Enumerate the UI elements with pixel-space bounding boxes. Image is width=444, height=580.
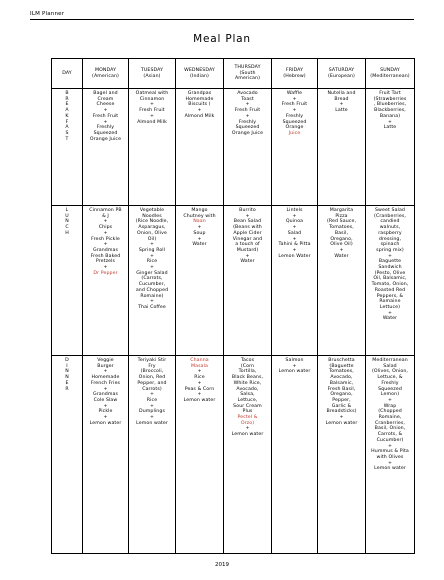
breakfast-sunday: Fruit Tart (Strawberries , Blueberries, Blackberries, Banana) + Latte (366, 89, 415, 206)
lunch-wednesday (176, 206, 224, 356)
dinner-thursday-text: Tacos (Corn Tortilla, Black Beans, White Rice, Avocado, Salsa, Lettuce, Sour Cream Plus (231, 358, 264, 415)
lunch-wednesday-text: Mango Chutney with (183, 208, 216, 219)
lunch-wednesday-highlight: Naan (193, 219, 206, 225)
lunch-monday-text: Cinnamon PB & J + Chips + Fresh Pickle + Grandmas Fresh Baked Pretzels + (89, 208, 122, 271)
col-header-thursday: THURSDAY (South American) (224, 59, 272, 89)
breakfast-friday-text: Waffle + Fresh Fruit + Freshly Squeezed Orange (281, 91, 308, 131)
breakfast-row (52, 89, 415, 206)
dinner-tuesday: Teriyaki Stir Fry (Broccoli, Onion, Red Pepper, and Carrots) + Rice + Dumplings + Lemon water (129, 356, 176, 554)
col-header-monday: MONDAY (American) (83, 59, 129, 89)
dinner-wednesday-highlight: Channa Masala (190, 358, 209, 369)
dinner-monday: Veggie Burger + Homemade French Fries + Grandmas Cole Slaw + Pickle + Lemon water (83, 356, 129, 554)
dinner-sunday: Mediterranean Salad (Olives, Onion, Lettuce, & Freshly Squeezed Lemon) + Wrap (Chopped Romaine, Cranberries, Basil, Onion, Carrots, & Cucumber) + Hummus & Pita with Olives + Lemon water (366, 356, 415, 554)
breakfast-wednesday: Grandpas Homemade Biscuits ( + Almond Milk (176, 89, 224, 206)
dinner-wednesday (176, 356, 224, 554)
table-header-row (52, 59, 415, 89)
row-label-lunch: L U N C H (52, 206, 83, 356)
lunch-tuesday: Vegetable Noodles (Rice Noodle, Asparagus, Onion, Olive Oil) + Spring Roll + Rice + Ginger Salad (Carrots, Cucumber, and Chopped Romaine) + Thai Coffee (129, 206, 176, 356)
planner-header: ILM Planner (30, 11, 65, 17)
dinner-row (52, 356, 415, 554)
col-header-saturday: SATURDAY (European) (318, 59, 366, 89)
breakfast-friday (272, 89, 318, 206)
page-title: Meal Plan (193, 33, 251, 45)
breakfast-saturday: Nutella and Bread + Latte (318, 89, 366, 206)
meal-plan-table (51, 58, 415, 554)
lunch-monday (83, 206, 129, 356)
lunch-row (52, 206, 415, 356)
dinner-thursday-rest: + Lemon water (231, 426, 264, 438)
breakfast-tuesday: Oatmeal with Cinnamon + Fresh Fruit + Almond Milk (129, 89, 176, 206)
lunch-sunday: Sweet Salad (Cranberries, candied walnuts, raspberry dressing, spinach spring mix) + Baguette Sandwich (Pesto, Olive Oil, Balsamic, Tomato, Onion, Roasted Red Peppers, & Romaine Lettuce) + Water (366, 206, 415, 356)
col-header-friday: FRIDAY (Hebrew) (272, 59, 318, 89)
dinner-friday: Salmon + Lemon water (272, 356, 318, 554)
row-label-breakfast: B R E A K F A S T (52, 89, 83, 206)
lunch-monday-highlight: Dr Pepper (93, 270, 118, 276)
col-header-sunday: SUNDAY (Mediterranean) (366, 59, 415, 89)
col-header-day: DAY (52, 59, 83, 89)
dinner-saturday: Bruschetta (Baguette Tomatoes, Avocado, Balsamic, Fresh Basil, Oregano, Pepper, Garlic & Breadsticks) + Lemon water (318, 356, 366, 554)
dinner-thursday-highlight: Pectel & Orzo) (237, 415, 258, 426)
dinner-wednesday-text: + Rice + Peas & Corn + Lemon water (183, 369, 216, 403)
row-label-dinner: D I N N E R (52, 356, 83, 554)
dinner-thursday (224, 356, 272, 554)
page-footer-year: 2019 (215, 562, 229, 568)
header-divider (30, 19, 414, 20)
col-header-wednesday: WEDNESDAY (Indian) (176, 59, 224, 89)
breakfast-thursday: Avocado Toast + Fresh Fruit + Freshly Squeezed Orange Juice (224, 89, 272, 206)
lunch-wednesday-rest: + Soup + Water (192, 225, 207, 248)
breakfast-monday: Bagel and Cream Cheese + Fresh Fruit + Freshly Squeezed Orange Juice (83, 89, 129, 206)
breakfast-friday-highlight: Juice (288, 130, 301, 136)
lunch-friday: Lintels + Quinoa + Salad + Tahini & Pitta + Lemon Water (272, 206, 318, 356)
col-header-tuesday: TUESDAY (Asian) (129, 59, 176, 89)
lunch-saturday: Margarita Pizza (Red Sauce, Tomatoes, Basil, Oregano, Olive Oil) + Water (318, 206, 366, 356)
lunch-thursday: Burrito + Bean Salad (Beans with Apple Cider Vinegar and a touch of Mustard) + Water (224, 206, 272, 356)
